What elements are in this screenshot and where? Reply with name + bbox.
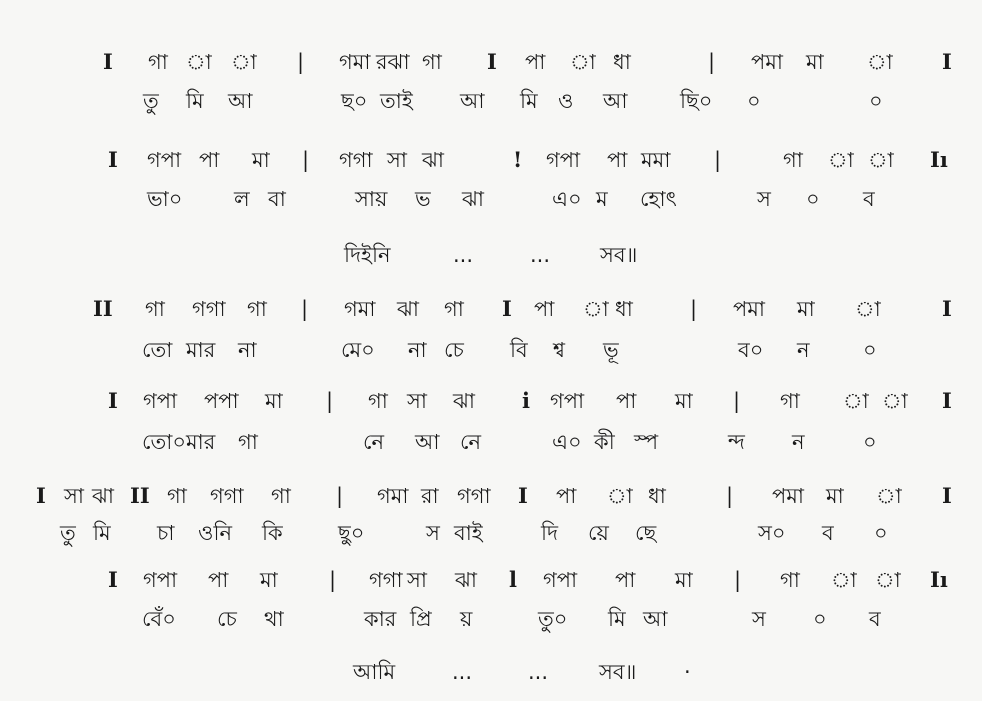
notation-token: | xyxy=(329,568,337,592)
notation-token: া xyxy=(855,297,881,321)
notation-token: নে xyxy=(460,430,482,454)
notation-token: রঝা xyxy=(376,50,410,74)
notation-token: গা xyxy=(780,389,800,413)
notation-token: Iı xyxy=(930,567,948,592)
notation-token: ন xyxy=(792,430,805,454)
notation-token: গা xyxy=(783,148,803,172)
notation-token: II xyxy=(130,483,150,508)
notation-token: ন্দ xyxy=(728,430,745,454)
notation-token: মি xyxy=(520,89,538,113)
notation-token: বি xyxy=(510,338,528,362)
notation-token: না xyxy=(238,338,257,362)
notation-token: ০ xyxy=(747,89,761,113)
notation-token: মি xyxy=(93,521,111,545)
notation-token: আ xyxy=(643,607,668,631)
notation-token: ঝা xyxy=(453,389,475,413)
notation-token: পা xyxy=(525,50,546,74)
notation-token: গা xyxy=(145,297,165,321)
notation-token: ... xyxy=(530,243,551,267)
notation-token: l xyxy=(509,567,517,592)
notation-token: পপা xyxy=(204,389,239,413)
notation-token: I xyxy=(942,388,952,413)
notation-token: মা xyxy=(675,389,693,413)
notation-token: স xyxy=(426,521,440,545)
notation-token: গপা xyxy=(143,389,178,413)
notation-token: গা xyxy=(368,389,388,413)
notation-token: গমা xyxy=(344,297,376,321)
notation-token: পা xyxy=(607,148,628,172)
notation-token: ব xyxy=(863,187,875,211)
notation-token: | xyxy=(336,484,344,508)
notation-token: া xyxy=(607,484,633,508)
notation-token: ০ xyxy=(806,187,820,211)
notation-token: মা xyxy=(252,148,270,172)
notation-token: তো xyxy=(142,338,173,362)
notation-token: কার xyxy=(364,607,397,631)
notation-token: সা xyxy=(407,389,427,413)
notation-token: া xyxy=(570,50,596,74)
notation-token: পা xyxy=(208,568,229,592)
notation-token: এ০ xyxy=(552,187,582,211)
notation-token: ছে xyxy=(635,521,657,545)
notation-token: ০ xyxy=(813,607,827,631)
notation-token: গা xyxy=(148,50,168,74)
notation-token: | xyxy=(734,568,742,592)
lyric-line xyxy=(0,84,982,118)
notation-token: | xyxy=(302,148,310,172)
notation-token: গপা xyxy=(550,389,585,413)
notation-token: I xyxy=(502,296,512,321)
notation-token: গা xyxy=(780,568,800,592)
notation-token: গা xyxy=(271,484,291,508)
notation-token: া xyxy=(583,297,609,321)
notation-token: ছি০ xyxy=(680,89,713,113)
notation-token: া xyxy=(231,50,257,74)
notation-token: আ xyxy=(603,89,628,113)
notation-token: ভা০ xyxy=(147,187,183,211)
notation-token: গমা xyxy=(377,484,409,508)
notation-token: মা xyxy=(797,297,815,321)
notation-token: | xyxy=(690,297,698,321)
notation-token: Iı xyxy=(930,147,948,172)
notation-token: য় xyxy=(460,607,473,631)
notation-line xyxy=(0,333,982,367)
notation-token: া xyxy=(843,389,869,413)
notation-token: মার xyxy=(186,338,216,362)
notation-token: এ০ xyxy=(552,430,582,454)
notation-token: ধা xyxy=(615,297,633,321)
notation-token: কি xyxy=(262,521,283,545)
notation-token: স০ xyxy=(758,521,786,545)
notation-line xyxy=(0,602,982,636)
notation-token: ... xyxy=(528,660,549,684)
notation-token: তো০ xyxy=(142,430,187,454)
notation-token: I xyxy=(518,483,528,508)
notation-token: স xyxy=(757,187,771,211)
notation-token: মা xyxy=(260,568,278,592)
notation-token: া xyxy=(876,484,902,508)
notation-token: ঝা xyxy=(92,484,114,508)
notation-token: | xyxy=(733,389,741,413)
notation-token: গা xyxy=(167,484,187,508)
notation-token: I xyxy=(108,567,118,592)
notation-token: হোৎ xyxy=(640,187,677,211)
notation-token: দি xyxy=(541,521,559,545)
notation-token: ভ xyxy=(415,187,431,211)
notation-token: আ xyxy=(415,430,440,454)
notation-token: I xyxy=(942,49,952,74)
notation-token: মা xyxy=(826,484,844,508)
notation-token: I xyxy=(942,296,952,321)
notation-token: | xyxy=(297,50,305,74)
notation-token: রা xyxy=(421,484,439,508)
lyric-line xyxy=(0,292,982,326)
notation-line xyxy=(0,425,982,459)
lyric-line xyxy=(0,238,982,272)
notation-token: বাই xyxy=(454,521,483,545)
notation-token: ০ xyxy=(863,430,877,454)
notation-token: মে০ xyxy=(341,338,375,362)
notation-token: | xyxy=(301,297,309,321)
notation-token: গগা xyxy=(369,568,403,592)
notation-token: ছু০ xyxy=(338,521,365,545)
notation-token: তু xyxy=(60,521,76,545)
notation-token: ঝা xyxy=(397,297,419,321)
notation-token: গগা xyxy=(192,297,226,321)
notation-token: গা xyxy=(422,50,442,74)
notation-token: মি xyxy=(186,89,204,113)
notation-token: ব xyxy=(822,521,834,545)
notation-token: া xyxy=(186,50,212,74)
notation-token: মা xyxy=(806,50,824,74)
notation-token: সায় xyxy=(355,187,388,211)
notation-token: ০ xyxy=(869,89,883,113)
notation-token: স্প xyxy=(634,430,659,454)
notation-token: ঝা xyxy=(422,148,444,172)
notation-token: ব xyxy=(869,607,881,631)
notation-token: ... xyxy=(453,243,474,267)
notation-token: ধা xyxy=(648,484,666,508)
notation-token: ব০ xyxy=(738,338,764,362)
notation-token: থা xyxy=(264,607,284,631)
notation-token: স xyxy=(752,607,766,631)
notation-token: সা xyxy=(407,568,427,592)
notation-token: গপা xyxy=(546,148,581,172)
notation-token: চে xyxy=(444,338,464,362)
notation-token: | xyxy=(708,50,716,74)
notation-token: া xyxy=(831,568,857,592)
notation-token: | xyxy=(326,389,334,413)
notation-token: ও xyxy=(558,89,574,113)
notation-token: ওনি xyxy=(198,521,232,545)
notation-token: গগা xyxy=(457,484,491,508)
notation-token: কী xyxy=(594,430,615,454)
notation-token: সব॥ xyxy=(599,660,637,684)
notation-token: গা xyxy=(247,297,267,321)
notation-token: বা xyxy=(268,187,286,211)
notation-token: গগা xyxy=(210,484,244,508)
notation-token: ! xyxy=(513,147,523,172)
notation-token: i xyxy=(522,388,530,413)
notation-token: গপা xyxy=(143,568,178,592)
notation-token: · xyxy=(684,660,691,684)
notation-token: নে xyxy=(363,430,385,454)
notation-token: আ xyxy=(228,89,253,113)
notation-token: না xyxy=(408,338,427,362)
notation-token: গা xyxy=(444,297,464,321)
notation-token: মা xyxy=(265,389,283,413)
notation-token: আ xyxy=(460,89,485,113)
notation-line xyxy=(0,516,982,550)
notation-token: I xyxy=(36,483,46,508)
lyric-line xyxy=(0,479,982,513)
notation-token: I xyxy=(108,147,118,172)
notation-token: মমা xyxy=(641,148,671,172)
notation-token: II xyxy=(93,296,113,321)
notation-token: গপা xyxy=(147,148,182,172)
notation-token: া xyxy=(868,148,894,172)
notation-token: য়ে xyxy=(588,521,609,545)
notation-token: া xyxy=(828,148,854,172)
notation-token: পমা xyxy=(772,484,805,508)
notation-token: া xyxy=(882,389,908,413)
notation-token: দিইনি xyxy=(344,243,391,267)
notation-token: চা xyxy=(157,521,175,545)
notation-token: মি xyxy=(608,607,626,631)
notation-token: আমি xyxy=(353,660,396,684)
notation-token: I xyxy=(103,49,113,74)
notation-token: ঝা xyxy=(455,568,477,592)
notation-token: সব॥ xyxy=(600,243,638,267)
notation-token: I xyxy=(487,49,497,74)
notation-token: I xyxy=(942,483,952,508)
notation-token: তাই xyxy=(380,89,413,113)
notation-token: পা xyxy=(199,148,220,172)
notation-token: ... xyxy=(452,660,473,684)
notation-token: া xyxy=(867,50,893,74)
notation-line xyxy=(0,45,982,79)
notation-token: বেঁ০ xyxy=(142,607,176,631)
notation-token: গপা xyxy=(543,568,578,592)
notation-token: পমা xyxy=(751,50,784,74)
notation-token: | xyxy=(726,484,734,508)
notation-token: পা xyxy=(534,297,555,321)
notation-token: ছ০ xyxy=(341,89,368,113)
notation-token: সা xyxy=(64,484,84,508)
lyric-line xyxy=(0,655,982,689)
notation-token: ধা xyxy=(613,50,631,74)
notation-token: প্রি xyxy=(410,607,432,631)
notation-token: সা xyxy=(387,148,407,172)
notation-token: পমা xyxy=(733,297,766,321)
notation-token: া xyxy=(875,568,901,592)
notation-token: গমা xyxy=(339,50,371,74)
notation-token: I xyxy=(108,388,118,413)
notation-token: পা xyxy=(556,484,577,508)
lyric-line xyxy=(0,384,982,418)
notation-token: ন xyxy=(797,338,810,362)
notation-token: ভূ xyxy=(603,338,619,362)
notation-token: ০ xyxy=(874,521,888,545)
notation-token: ল xyxy=(234,187,250,211)
notation-token: মার xyxy=(186,430,216,454)
notation-token: তু০ xyxy=(538,607,568,631)
notation-token: ম xyxy=(596,187,608,211)
notation-token: চে xyxy=(217,607,237,631)
notation-token: পা xyxy=(615,568,636,592)
notation-token: মা xyxy=(675,568,693,592)
notation-token: ঝা xyxy=(462,187,484,211)
lyric-line xyxy=(0,563,982,597)
notation-token: গা xyxy=(238,430,258,454)
notation-token: তু xyxy=(143,89,159,113)
lyric-line xyxy=(0,182,982,216)
notation-line xyxy=(0,143,982,177)
notation-token: ০ xyxy=(863,338,877,362)
notation-token: পা xyxy=(616,389,637,413)
notation-token: গগা xyxy=(339,148,373,172)
notation-token: | xyxy=(714,148,722,172)
notation-token: শ্ব xyxy=(553,338,565,362)
